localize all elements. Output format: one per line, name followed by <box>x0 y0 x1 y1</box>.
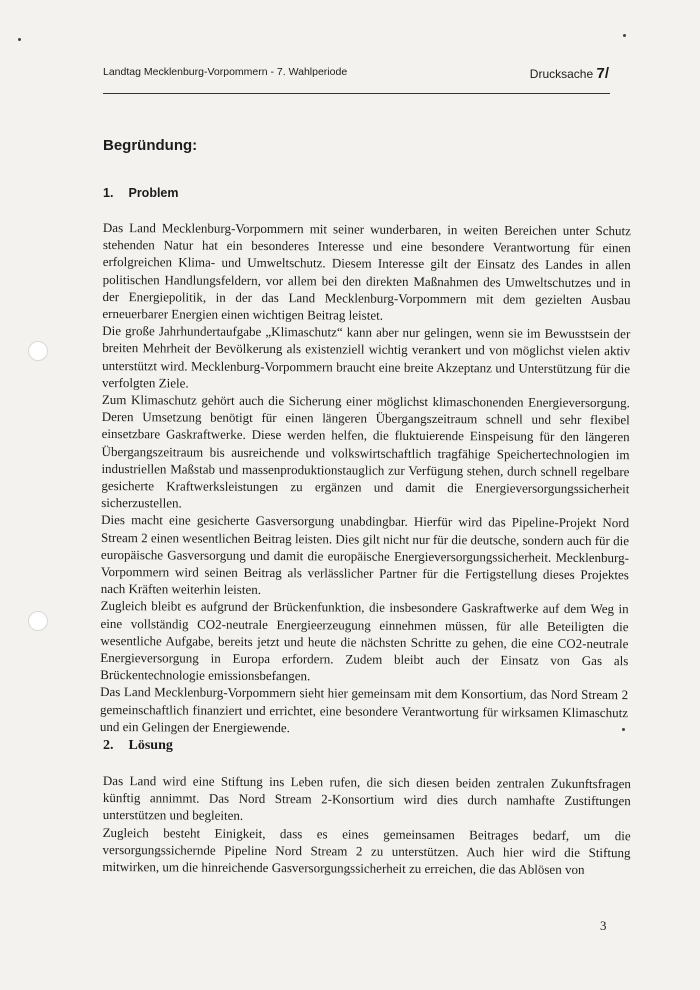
header-drucksache-label: Drucksache <box>529 67 594 81</box>
page-title: Begründung: <box>103 137 198 154</box>
paragraph: Zugleich bleibt es aufgrund der Brückenfunktion, die insbesondere Gaskraftwerke auf dem Weg in eine vollständig CO2-neutrale Energieerzeugung einnehmen müssen, für alle Beteiligten die wesentliche Aufgabe, bereits jetzt und heute die nächsten Schritte zu gehen, die eine CO2-neutrale Energieversorgung in Europa erfordern. Zudem bleibt auch der Einsatz von Gas als Brückentechnologie emissionsbefangen. <box>100 598 629 684</box>
section-heading-loesung <box>103 738 173 754</box>
paragraph: Zum Klimaschutz gehört auch die Sicherung einer möglichst klimaschonenden Energieversorgung. Deren Umsetzung benötigt für einen längeren Übergangszeitraum schnell und sehr flexibel einsetzbare Gaskraftwerke. Diese werden helfen, die fluktuierende Einspeisung für den längeren Übergangszeitraum bis ausreichende und volkswirtschaftlich tragfähige Speichertechnologien im industriellen Maßstab und massenproduktionstauglich zur Verfügung stehen, durch schnell regelbare gesicherte Kraftwerksleistungen zu ergänzen und damit die Energieversorgungssicherheit sicherzustellen. <box>101 392 630 511</box>
scan-speck <box>18 38 21 41</box>
paragraph: Das Land Mecklenburg-Vorpommern sieht hier gemeinsam mit dem Konsortium, das Nord Stream 2 gemeinschaftlich finanziert und errichtet, eine besondere Verantwortung für wirksamen Klimaschutz und ein Gelingen der Energiewende. <box>99 684 629 736</box>
punch-hole <box>28 341 48 361</box>
scan-speck <box>623 34 626 37</box>
paragraph: Die große Jahrhundertaufgabe „Klimaschutz“ kann aber nur gelingen, wenn sie im Bewusstsein der breiten Mehrheit der Bevölkerung als existenziell wichtig verankert und von möglichst vielen aktiv unterstützt wird. Mecklenburg-Vorpommern braucht eine breite Akzeptanz und Unterstützung für die verfolgten Ziele. <box>101 323 631 391</box>
section-number: 1. <box>103 186 114 200</box>
section-number: 2. <box>103 738 114 753</box>
header-parliament: Landtag Mecklenburg-Vorpommern - 7. Wahlperiode <box>103 66 348 78</box>
header-drucksache-number: 7/ <box>596 65 609 82</box>
section-title: Lösung <box>128 738 173 753</box>
header-document-number <box>530 65 609 82</box>
section-heading-problem <box>103 186 179 200</box>
header-divider <box>103 93 610 94</box>
section-title: Problem <box>128 186 179 200</box>
paragraph: Zugleich besteht Einigkeit, dass es eines gemeinsamen Beitrages bedarf, um die versorgungssichernde Pipeline Nord Stream 2 zu unterstützen. Auch hier wird die Stiftung mitwirken, um die hinreichende Gasversorgungssicherheit zu erreichen, die das Ablösen von <box>102 824 631 877</box>
paragraph: Das Land Mecklenburg-Vorpommern mit seiner wunderbaren, in weiten Bereichen unter Schutz stehenden Natur hat ein besonderes Interesse und eine besondere Verantwortung für einen erfolgreichen Klima- und Umweltschutz. Diesem Interesse gilt der Einsatz des Landes in allen politischen Handlungsfeldern, vor allem bei den direkten Maßnahmen des Umweltschutzes und in der Energiepolitik, in der das Land Mecklenburg-Vorpommern mit dem gezielten Ausbau erneuerbarer Energien einen wichtigen Beitrag leistet. <box>102 219 631 323</box>
paragraph: Das Land wird eine Stiftung ins Leben rufen, die sich diesen beiden zentralen Zukunftsfragen künftig annimmt. Das Nord Stream 2-Konsortium wird dies durch namhafte Zustiftungen unterstützen und begleiten. <box>102 773 631 824</box>
paragraph: Dies macht eine gesicherte Gasversorgung unabdingbar. Hierfür wird das Pipeline-Projekt Nord Stream 2 einen wesentlichen Beitrag leisten. Dies gilt nicht nur für die deutsche, sondern auch für die europäische Gasversorgung und damit die europäische Energieversorgungssicherheit. Mecklenburg-Vorpommern wird seinen Beitrag als verlässlicher Partner für die Fertigstellung dieses Projektes nach Kräften weiterhin leisten. <box>100 512 630 598</box>
section-body-problem <box>100 219 631 738</box>
section-body-loesung <box>102 772 631 878</box>
punch-hole <box>28 611 48 631</box>
page-number: 3 <box>600 918 607 933</box>
